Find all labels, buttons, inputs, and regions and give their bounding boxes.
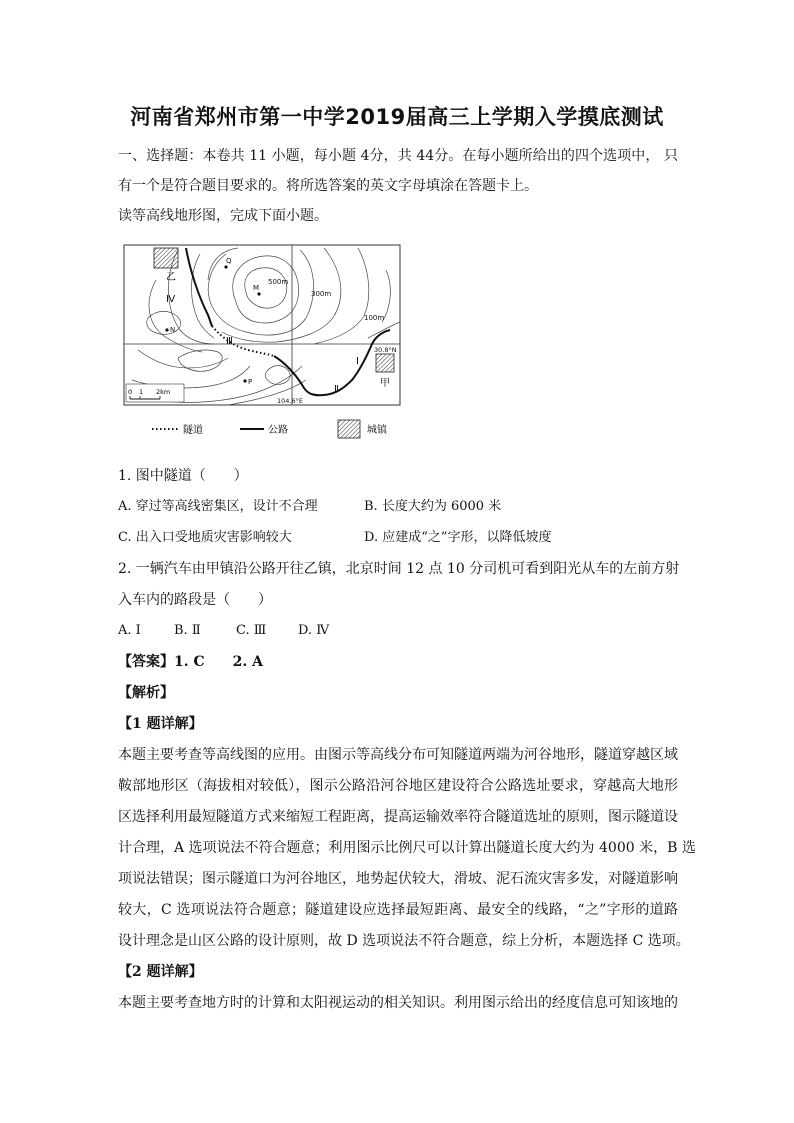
- detail-1-line: 项说法错误；图示隧道口为河谷地区，地势起伏较大，滑坡、泥石流灾害多发，对隧道影响: [118, 871, 678, 887]
- question-1-stem: 1. 图中隧道（ ）: [118, 468, 248, 484]
- town-jia-marker: [376, 354, 394, 372]
- label-contour-500: 500m: [268, 278, 289, 286]
- q1-option-a: A. 穿过等高线密集区，设计不合理: [118, 499, 318, 514]
- label-longitude: 104.6°E: [277, 397, 303, 405]
- detail-1-line: 鞍部地形区（海拔相对较低），图示公路沿河谷地区建设符合公路选址要求，穿越高大地形: [118, 778, 678, 794]
- legend-town-label: 城镇: [367, 425, 387, 436]
- detail-1-header: 【1 题详解】: [118, 716, 203, 732]
- q1-option-b: B. 长度大约为 6000 米: [364, 499, 502, 514]
- label-town-jia: 甲: [380, 378, 390, 389]
- label-road-iv: Ⅳ: [166, 294, 176, 305]
- section-header-line-2: 有一个是符合题目要求的。将所选答案的英文字母填涂在答题卡上。: [118, 178, 538, 194]
- intro-text: 读等高线地形图，完成下面小题。: [118, 208, 328, 224]
- detail-2-header: 【2 题详解】: [118, 964, 203, 980]
- scale-label-0: 0: [128, 388, 133, 396]
- label-road-ii: Ⅱ: [334, 384, 339, 395]
- point-p-dot: [243, 379, 246, 382]
- label-road-i: Ⅰ: [356, 356, 359, 367]
- map-legend: [152, 420, 388, 438]
- scale-label-2: 2km: [156, 388, 171, 396]
- detail-1-line: 设计理念是山区公路的设计原则，故 D 选项说法不符合题意，综上分析，本题选择 C 选项。: [118, 933, 690, 949]
- detail-1-line: 计合理，A 选项说法不符合题意；利用图示比例尺可以计算出隧道长度大约为 4000 米，B 选: [118, 840, 696, 856]
- detail-1-line: 较大，C 选项说法符合题意；隧道建设应选择最短距离、最安全的线路，“之”字形的道路: [118, 902, 678, 918]
- point-m-dot: [257, 292, 260, 295]
- label-latitude: 30.8°N: [374, 346, 397, 354]
- label-p: P: [248, 378, 253, 386]
- tunnel-line: [212, 326, 274, 356]
- town-yi-marker: [154, 248, 178, 268]
- scale-bar: [126, 384, 184, 402]
- q1-option-d: D. 应建成“之”字形，以降低坡度: [364, 530, 552, 545]
- q2-option-a: A. Ⅰ: [118, 623, 141, 638]
- label-q: Q: [226, 257, 232, 265]
- label-road-iii: Ⅲ: [226, 336, 233, 347]
- label-m: M: [253, 284, 260, 292]
- legend-road-label: 公路: [268, 425, 288, 436]
- q2-option-d: D. Ⅳ: [298, 623, 330, 638]
- map-frame: [124, 245, 400, 405]
- point-n-dot: [165, 328, 168, 331]
- legend-tunnel-label: 隧道: [183, 425, 203, 436]
- label-contour-300: 300m: [311, 290, 332, 298]
- question-2-stem-line-2: 入车内的路段是（ ）: [118, 592, 272, 608]
- section-header-line-1: 一、选择题：本卷共 11 小题，每小题 4分，共 44分。在每小题所给出的四个选项中， 只: [118, 148, 678, 164]
- q2-option-b: B. Ⅱ: [174, 623, 201, 638]
- q1-option-c: C. 出入口受地质灾害影响较大: [118, 530, 292, 545]
- q2-option-c: C. Ⅲ: [236, 623, 267, 638]
- label-n: N: [170, 326, 176, 334]
- analysis-header: 【解析】: [118, 685, 174, 701]
- point-q-dot: [224, 265, 227, 268]
- scale-label-1: 1: [139, 388, 144, 396]
- question-2-stem-line-1: 2. 一辆汽车由甲镇沿公路开往乙镇，北京时间 12 点 10 分司机可看到阳光从车的左前方射: [118, 561, 680, 577]
- contour-map: [118, 240, 408, 440]
- label-town-yi: 乙: [166, 272, 176, 283]
- detail-1-line: 区选择利用最短隧道方式来缩短工程距离，提高运输效率符合隧道选址的原则，图示隧道设: [118, 809, 678, 825]
- detail-2-line: 本题主要考查地方时的计算和太阳视运动的相关知识。利用图示给出的经度信息可知该地的: [118, 995, 678, 1011]
- detail-1-line: 本题主要考查等高线图的应用。由图示等高线分布可知隧道两端为河谷地形，隧道穿越区域: [118, 747, 678, 763]
- page-title: 河南省郑州市第一中学2019届高三上学期入学摸底测试: [130, 105, 664, 129]
- answer-line: 【答案】1. C 2. A: [118, 654, 263, 670]
- label-contour-100: 100m: [364, 314, 385, 322]
